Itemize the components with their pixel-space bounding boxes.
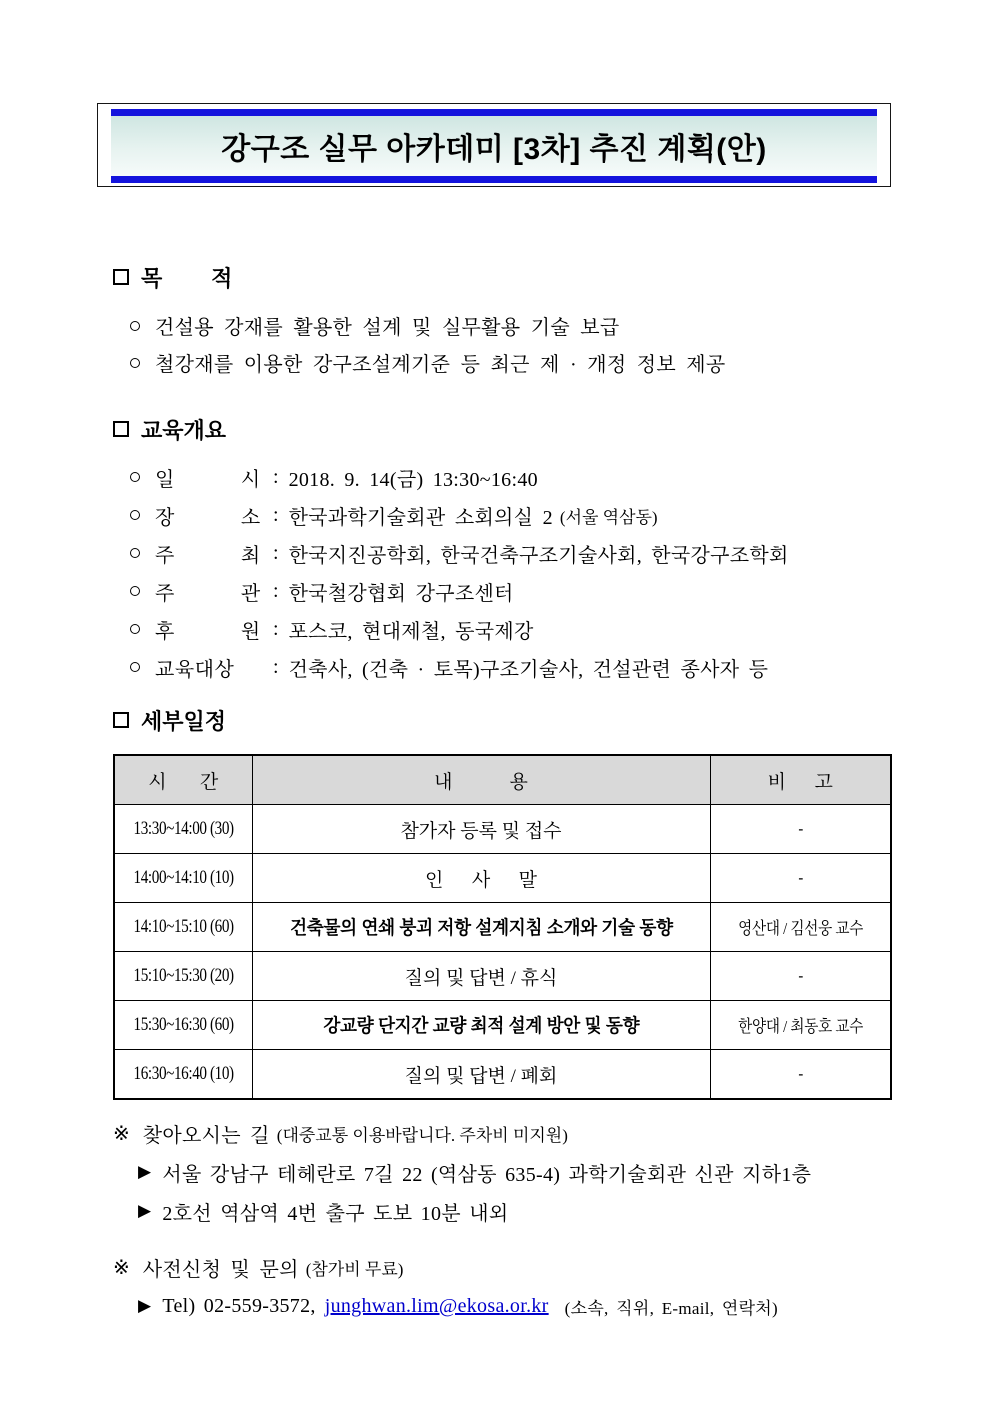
list-item-sponsors <box>113 610 789 648</box>
circle-bullet-icon <box>130 662 140 672</box>
lecturer-text: 영산대 / 김선웅 교수 <box>737 919 863 938</box>
circle-bullet-icon <box>130 548 140 558</box>
cell-content <box>252 903 710 952</box>
list-item <box>113 344 726 381</box>
cell-remark <box>710 952 891 1001</box>
table-row <box>114 1050 891 1100</box>
cell-time <box>114 805 252 854</box>
section-heading-text: 교육개요 <box>141 417 227 443</box>
cell-remark <box>710 854 891 903</box>
column-header-content <box>252 755 710 805</box>
cell-remark <box>710 903 891 952</box>
cell-remark <box>710 1050 891 1100</box>
overview-list <box>113 458 789 686</box>
square-bullet-icon <box>113 421 129 437</box>
lecture-title-text: 강교량 단지간 교량 최적 설계 방안 및 동향 <box>323 1015 639 1036</box>
title-banner-frame <box>97 103 891 187</box>
circle-bullet-icon <box>130 510 140 520</box>
note-heading <box>113 1252 778 1282</box>
arrow-icon: ▶ <box>138 1296 152 1315</box>
section-heading-text: 목 적 <box>141 265 233 291</box>
field-value: 한국지진공학회, 한국건축구조기술사회, 한국강구조학회 <box>288 544 789 567</box>
remark-text: - <box>797 819 803 838</box>
arrow-icon: ▶ <box>138 1162 152 1181</box>
contact-line <box>138 1291 778 1321</box>
cell-time <box>114 854 252 903</box>
content-text: 질의 및 답변 / 폐회 <box>404 1065 558 1087</box>
remark-text: - <box>797 1064 803 1083</box>
square-bullet-icon <box>113 712 129 728</box>
column-header-remark <box>710 755 891 805</box>
section-overview-heading <box>113 414 789 444</box>
time-text: 15:30~16:30 (60) <box>133 1014 234 1035</box>
list-item-audience <box>113 648 789 686</box>
table-row <box>114 952 891 1001</box>
note-registration <box>113 1252 778 1321</box>
list-item-hosts <box>113 534 789 572</box>
column-header-text: 시 간 <box>148 771 219 793</box>
time-text: 14:00~14:10 (10) <box>133 867 234 888</box>
time-text: 15:10~15:30 (20) <box>133 965 234 986</box>
time-text: 13:30~14:00 (30) <box>133 818 234 839</box>
cell-content <box>252 1001 710 1050</box>
field-value: 한국철강협회 강구조센터 <box>288 582 514 605</box>
field-value: 포스코, 현대제철, 동국제강 <box>288 620 534 643</box>
cell-time <box>114 1050 252 1100</box>
direction-item-address <box>138 1157 811 1187</box>
list-item-organizer <box>113 572 789 610</box>
circle-bullet-icon <box>130 358 140 368</box>
colon-separator: : <box>273 503 279 526</box>
note-title-small: (참가비 무료) <box>305 1259 404 1279</box>
cell-content <box>252 1050 710 1100</box>
column-header-text: 비 고 <box>767 771 833 793</box>
field-label: 일 시 <box>155 468 261 491</box>
circle-bullet-icon <box>130 321 140 331</box>
circle-bullet-icon <box>130 586 140 596</box>
cell-remark <box>710 805 891 854</box>
table-row-lecture <box>114 1001 891 1050</box>
schedule-table <box>113 754 892 1100</box>
lecturer-text: 한양대 / 최동호 교수 <box>737 1017 863 1036</box>
arrow-icon: ▶ <box>138 1201 152 1220</box>
cell-content <box>252 805 710 854</box>
section-purpose <box>113 262 726 381</box>
colon-separator: : <box>273 465 279 488</box>
section-overview <box>113 414 789 686</box>
list-item-text: 건설용 강재를 활용한 설계 및 실무활용 기술 보급 <box>155 317 620 339</box>
email-link[interactable]: junghwan.lim@ekosa.or.kr <box>324 1294 549 1317</box>
page-title: 강구조 실무 아카데미 [3차] 추진 계획(안) <box>221 133 767 166</box>
section-heading-text: 세부일정 <box>141 708 227 734</box>
list-item-venue <box>113 496 789 534</box>
purpose-list <box>113 307 726 381</box>
direction-text: 서울 강남구 테헤란로 7길 22 (역삼동 635-4) 과학기술회관 신관 지하1층 <box>162 1163 812 1186</box>
cell-time <box>114 1001 252 1050</box>
field-label: 장 소 <box>155 506 261 529</box>
section-schedule-heading <box>113 705 892 735</box>
column-header-text: 내 용 <box>434 771 528 793</box>
field-value: 건축사, (건축 · 토목)구조기술사, 건설관련 종사자 등 <box>288 658 769 681</box>
colon-separator: : <box>273 617 279 640</box>
title-banner-bar <box>111 109 877 183</box>
note-directions <box>113 1118 811 1226</box>
field-note: (서울 역삼동) <box>559 507 658 527</box>
table-row <box>114 805 891 854</box>
reference-mark-icon: ※ <box>113 1122 130 1145</box>
field-value: 한국과학기술회관 소회의실 2 <box>288 506 553 529</box>
time-text: 14:10~15:10 (60) <box>133 916 234 937</box>
lecture-title-text: 건축물의 연쇄 붕괴 저항 설계지침 소개와 기술 동향 <box>289 917 673 938</box>
contact-note-small: (소속, 직위, E-mail, 연락처) <box>564 1298 778 1318</box>
circle-bullet-icon <box>130 472 140 482</box>
cell-content <box>252 952 710 1001</box>
direction-text: 2호선 역삼역 4번 출구 도보 10분 내외 <box>162 1202 509 1225</box>
list-item-text: 철강재를 이용한 강구조설계기준 등 최근 제 · 개정 정보 제공 <box>155 354 726 376</box>
field-label: 주 최 <box>155 544 261 567</box>
square-bullet-icon <box>113 269 129 285</box>
table-row-lecture <box>114 903 891 952</box>
list-item-datetime <box>113 458 789 496</box>
note-title-small: (대중교통 이용바랍니다. 주차비 미지원) <box>276 1125 568 1145</box>
list-item <box>113 307 726 344</box>
content-text: 참가자 등록 및 접수 <box>400 820 562 842</box>
note-title: 사전신청 및 문의 <box>142 1258 299 1281</box>
reference-mark-icon: ※ <box>113 1256 130 1279</box>
content-text: 인 사 말 <box>424 869 538 891</box>
section-purpose-heading <box>113 262 726 292</box>
table-header-row <box>114 755 891 805</box>
note-heading <box>113 1118 811 1148</box>
phone-number: Tel) 02-559-3572, <box>162 1294 316 1317</box>
table-row <box>114 854 891 903</box>
remark-text: - <box>797 868 803 887</box>
field-value: 2018. 9. 14(금) 13:30~16:40 <box>288 468 538 491</box>
cell-content <box>252 854 710 903</box>
cell-time <box>114 903 252 952</box>
cell-time <box>114 952 252 1001</box>
field-label: 주 관 <box>155 582 261 605</box>
colon-separator: : <box>273 579 279 602</box>
field-label: 후 원 <box>155 620 261 643</box>
remark-text: - <box>797 966 803 985</box>
colon-separator: : <box>273 541 279 564</box>
note-title: 찾아오시는 길 <box>142 1124 270 1147</box>
content-text: 질의 및 답변 / 휴식 <box>404 967 558 989</box>
cell-remark <box>710 1001 891 1050</box>
section-schedule <box>113 705 892 1100</box>
direction-item-subway <box>138 1196 811 1226</box>
column-header-time <box>114 755 252 805</box>
colon-separator: : <box>273 655 279 678</box>
time-text: 16:30~16:40 (10) <box>133 1063 234 1084</box>
circle-bullet-icon <box>130 624 140 634</box>
field-label: 교육대상 <box>155 658 235 681</box>
